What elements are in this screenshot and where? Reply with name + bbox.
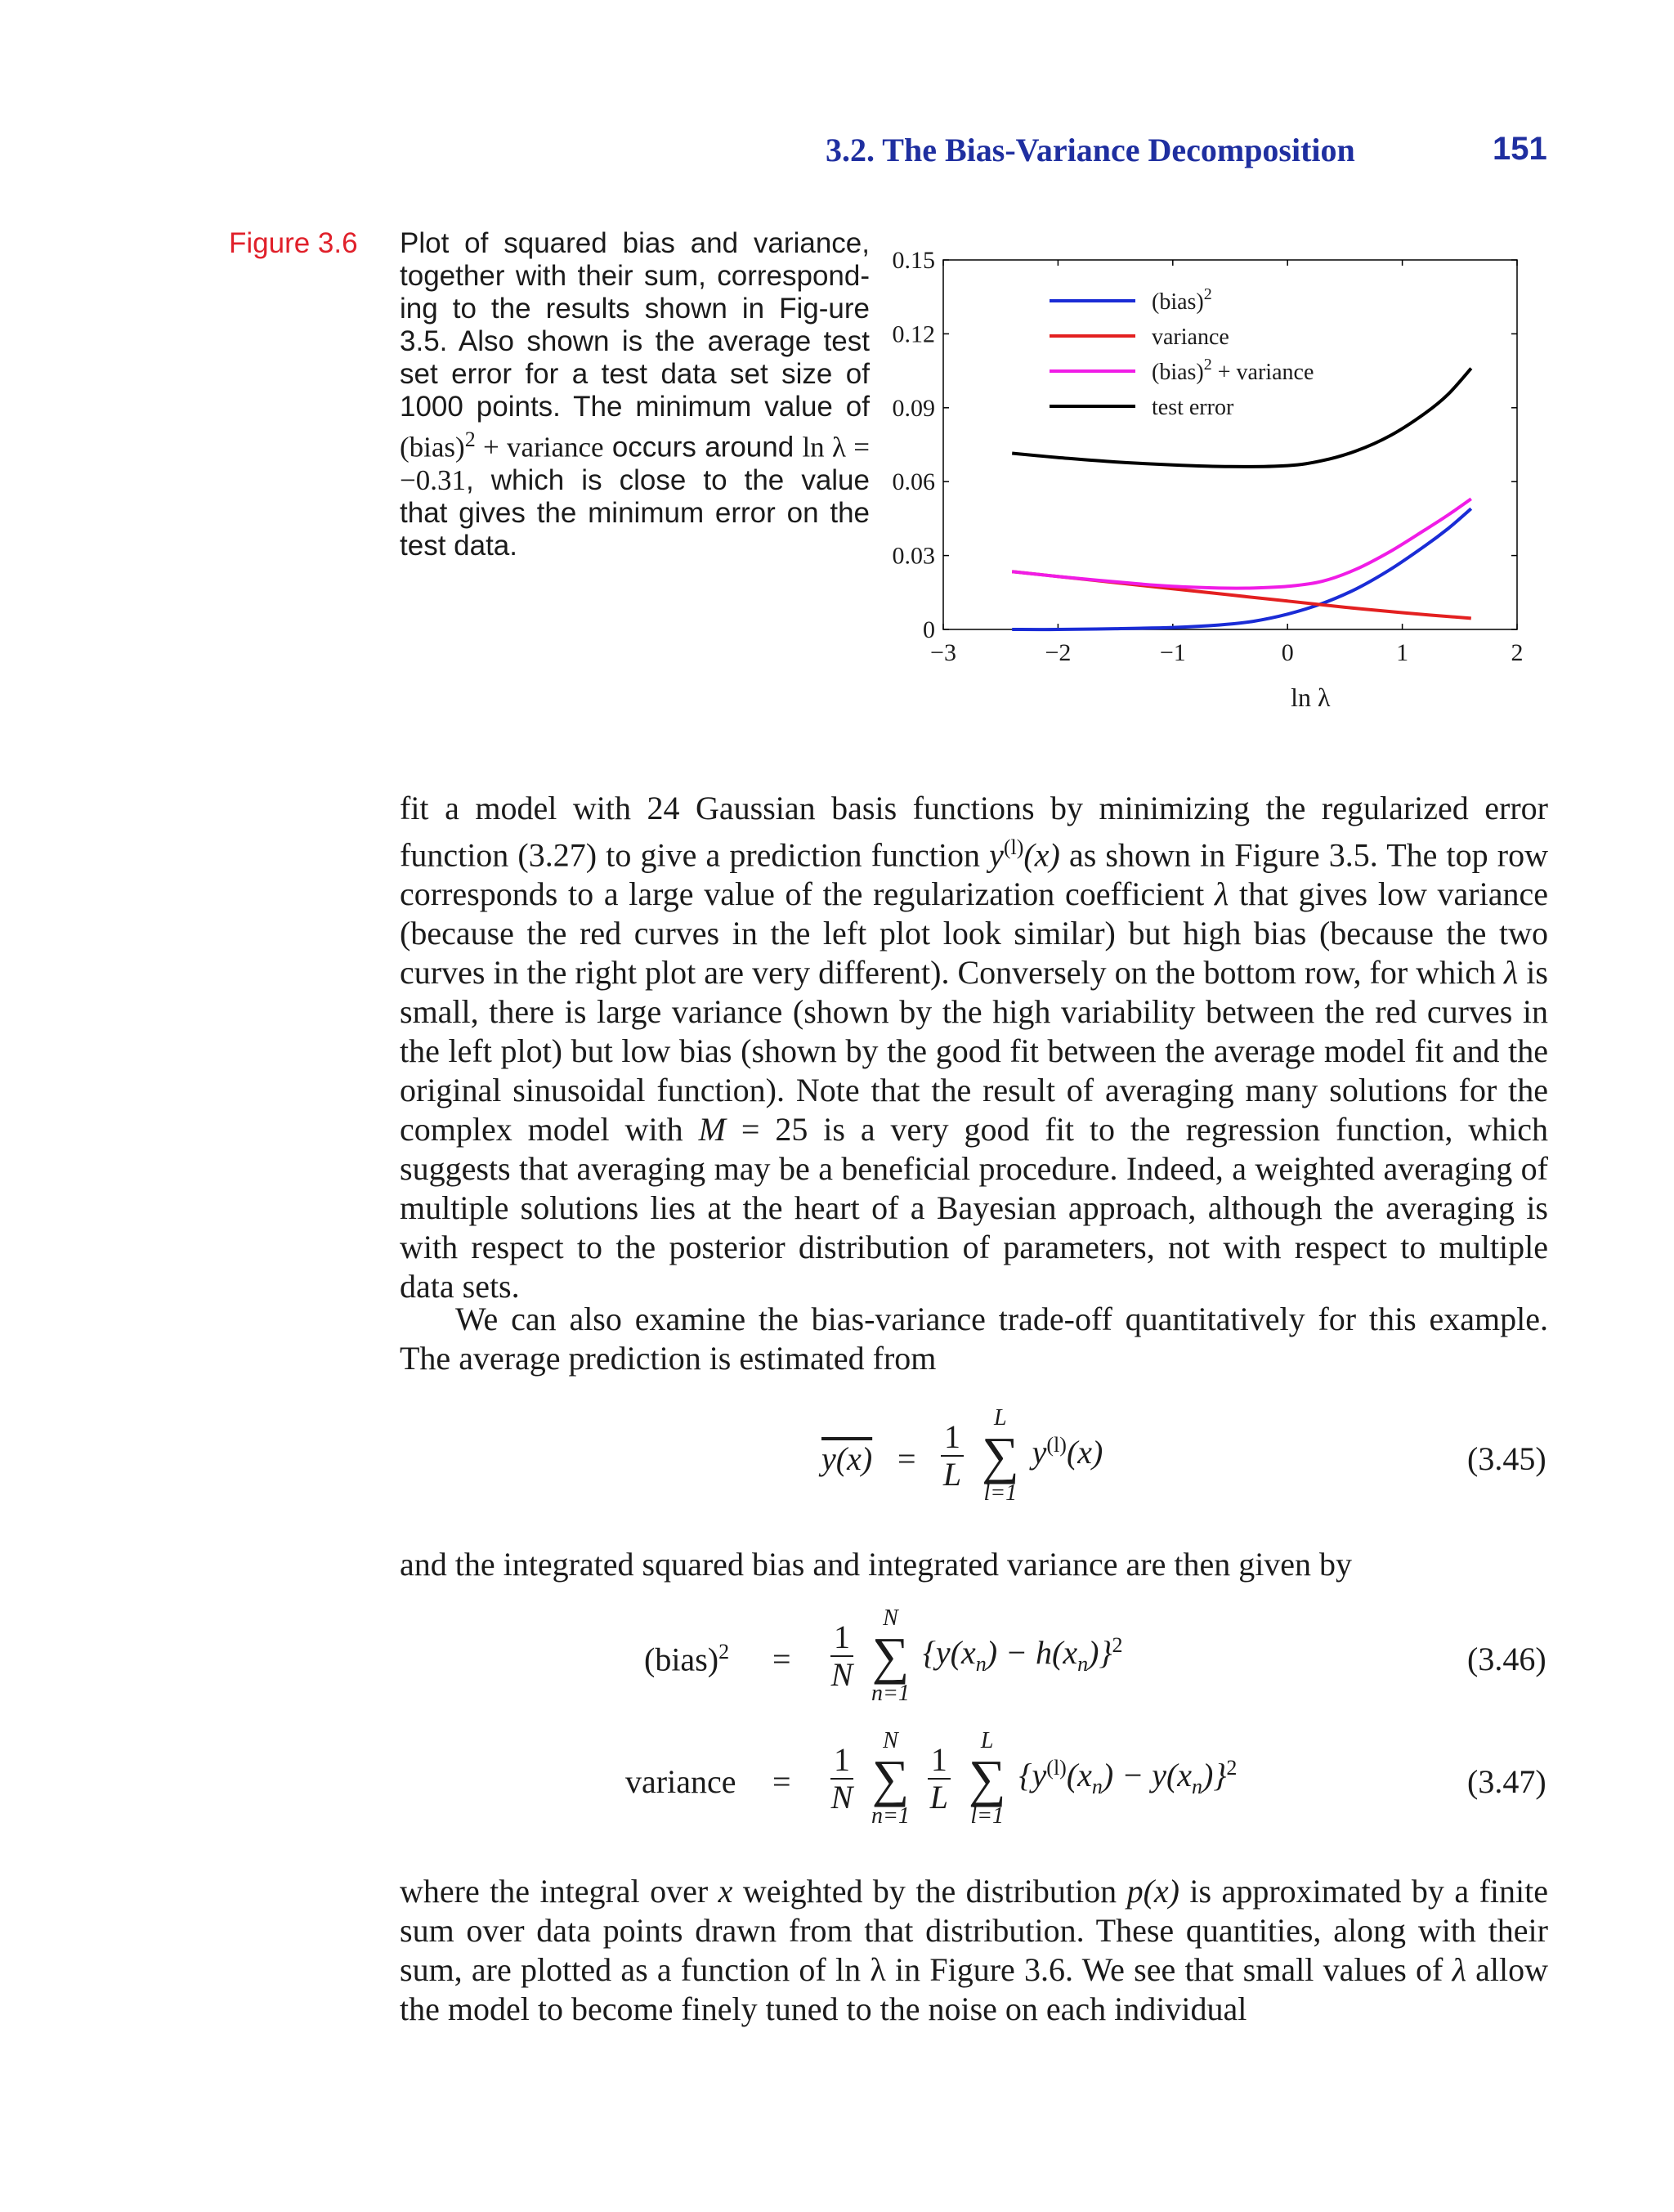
eq346-lhs-sup: 2 [718, 1640, 730, 1663]
eq346-sum-bot: n=1 [871, 1681, 910, 1706]
y-tick-label: 0 [923, 616, 935, 643]
eq345-sum [982, 1405, 1019, 1507]
eq346-body: {y(x [922, 1634, 976, 1672]
eq347-sum2-bot: l=1 [970, 1803, 1005, 1829]
eq345-sum-top: L [994, 1405, 1007, 1431]
caption-text-3: , which is close to the value that gives the minimum error on the test data. [400, 463, 870, 562]
x-tick-label: −3 [930, 639, 956, 666]
eq347-lhs: variance [625, 1763, 736, 1800]
figure-caption [400, 227, 870, 562]
p1-math-y: y [989, 836, 1004, 874]
eq346-body-end: )} [1088, 1634, 1112, 1672]
y-tick-label: 0.06 [892, 468, 935, 496]
eq345-frac-num: 1 [941, 1419, 964, 1457]
eq345-sigma: ∑ [982, 1426, 1019, 1484]
p4-math-lnlambda: ln λ [835, 1951, 886, 1988]
p1-text-3: as shown in Figure 3.5. The top row corresponds to a large value of the regularization coefficient [400, 836, 1548, 913]
y-tick-label: 0.12 [892, 320, 935, 348]
x-tick-label: −1 [1159, 639, 1186, 666]
eq347-body-sub2: n [1192, 1775, 1203, 1799]
eq346-equals: = [772, 1641, 791, 1677]
eq347-body: {y [1018, 1757, 1047, 1794]
p1-text-5: is small, there is large variance (shown by the high variability between the red curves in the left plot) but low bias (shown by the good fit between the average model fit and the original sinusoidal function). Note that the result of averaging many solutions for the complex model with [400, 954, 1548, 1149]
body-paragraph-3: and the integrated squared bias and integrated variance are then given by [400, 1546, 1353, 1583]
eq346-number: (3.46) [1467, 1641, 1546, 1677]
eq346-sup: 2 [1112, 1632, 1123, 1657]
eq347-sup: 2 [1226, 1755, 1238, 1780]
bias-variance-chart [883, 245, 1553, 736]
eq345-frac-den: L [942, 1456, 962, 1493]
eq345-term-sup: (l) [1046, 1432, 1067, 1457]
caption-math-bias: (bias) [400, 431, 465, 463]
p1-math-lambda-2: λ [1503, 954, 1519, 992]
eq347-equals: = [772, 1763, 791, 1800]
eq347-fraction-2 [928, 1742, 951, 1816]
caption-math-sup: 2 [464, 428, 476, 451]
x-tick-label: −2 [1045, 639, 1072, 666]
x-tick-label: 1 [1396, 639, 1409, 666]
eq347-body-end: )} [1202, 1757, 1227, 1794]
p1-math-y-arg: (x) [1023, 836, 1060, 874]
figure-label: Figure 3.6 [229, 227, 358, 259]
eq347-frac-num: 1 [830, 1742, 853, 1780]
eq345-fraction [941, 1419, 964, 1493]
eq347-sum-2 [969, 1728, 1006, 1829]
p1-text-6: is a very good fit to the regression function, which suggests that averaging may be a beneficial procedure. Indeed, a weighted averaging of multiple solutions lies at the heart of a Bayesian approach, although the averaging is with respect to the posterior distribution of parameters, not with respect to multiple data sets. [400, 1111, 1549, 1305]
caption-text-1: Plot of squared bias and variance, together with their sum, correspond-ing to the results shown in Fig-ure 3.5. Also shown is the average test set error for a test data set size of 1000 points. The minimum value of [400, 227, 870, 423]
p4-text-2: weighted by the distribution [732, 1873, 1127, 1910]
legend-label-1: variance [1152, 325, 1229, 350]
eq347-sigma-2: ∑ [968, 1749, 1006, 1807]
page-number: 151 [1493, 131, 1547, 167]
p4-text-1: where the integral over [400, 1873, 718, 1910]
eq346-body-mid: ) − h(x [986, 1634, 1078, 1672]
chart-axes [893, 247, 1524, 712]
eq347-sum-top: N [883, 1728, 898, 1753]
p4-text-5: allow the model to become finely tuned to the noise on each individual [400, 1951, 1549, 2027]
eq347-sigma-1: ∑ [871, 1749, 910, 1807]
body-paragraph-4 [400, 1872, 1548, 2029]
eq346-frac-num: 1 [830, 1619, 853, 1657]
p1-math-lambda-1: λ [1214, 875, 1229, 913]
y-tick-label: 0.15 [892, 247, 935, 274]
p1-text-2: Gaussian basis functions by minimizing the regularized error function (3.27) to give a prediction function [400, 790, 1548, 874]
eq346-body-sub: n [975, 1652, 987, 1677]
legend-label-2: (bias)$^2$ + variance [1152, 356, 1314, 385]
chart-legend [1050, 285, 1314, 420]
eq347-number: (3.47) [1467, 1763, 1546, 1800]
body-paragraph-2: We can also examine the bias-variance trade-off quantitatively for this example. The average prediction is estimated from [400, 1301, 1548, 1377]
p4-text-4: in Figure 3.6. We see that small values of [885, 1951, 1452, 1988]
legend-label-3: test error [1152, 395, 1234, 420]
eq345-sum-bot: l=1 [983, 1480, 1018, 1506]
eq347-sum-1 [871, 1728, 910, 1829]
eq347-body-mid: (x [1066, 1757, 1092, 1794]
eq347-body-mid2: ) − y(x [1102, 1757, 1193, 1794]
body-paragraph-1 [400, 789, 1548, 1306]
eq345-number: (3.45) [1467, 1440, 1546, 1477]
eq346-sum [871, 1605, 910, 1707]
p1-math-y-sup: (l) [1003, 835, 1024, 859]
p1-math-eq25: = 25 [725, 1111, 808, 1149]
series-line-2 [1012, 499, 1471, 588]
eq347-sum-bot: n=1 [871, 1803, 910, 1829]
eq346-lhs: (bias) [644, 1641, 719, 1678]
eq347-frac2-den: L [929, 1779, 949, 1816]
caption-text-2: occurs around [603, 431, 803, 463]
eq347-sum2-top: L [980, 1728, 994, 1753]
p4-math-x: x [718, 1873, 733, 1910]
x-tick-label: 0 [1281, 639, 1294, 666]
p4-math-lambda: λ [1452, 1951, 1466, 1988]
x-axis-label: ln λ [1291, 683, 1331, 712]
eq346-sigma: ∑ [871, 1627, 910, 1685]
eq345-term-arg: (x) [1066, 1434, 1103, 1471]
p4-math-px: p(x) [1126, 1873, 1179, 1910]
eq347-body-sub: n [1091, 1775, 1103, 1799]
eq345-lhs: y(x) [821, 1440, 873, 1477]
p1-text-4: that gives low variance (because the red curves in the left plot look similar) but high bias (because the two curves in the right plot are very different). Conversely on the bottom row, for which [400, 875, 1548, 992]
x-tick-label: 2 [1511, 639, 1524, 666]
running-header-title: 3.2. The Bias-Variance Decomposition [826, 132, 1355, 168]
y-tick-label: 0.09 [892, 394, 935, 422]
caption-math-lnlambda: ln λ = −0.31 [400, 431, 870, 496]
eq347-body-sup: (l) [1046, 1755, 1067, 1780]
p1-text-1: fit a model with [400, 790, 647, 826]
eq346-body-sub2: n [1077, 1652, 1089, 1677]
eq346-fraction [830, 1619, 853, 1693]
eq346-sum-top: N [883, 1605, 898, 1631]
p4-text-3: is approximated by a finite sum over data points drawn from that distribution. These quantities, along with their sum, are plotted as a function of [400, 1873, 1548, 1988]
eq345-equals: = [897, 1440, 916, 1477]
eq347-frac-den: N [830, 1779, 853, 1816]
caption-math-variance: + variance [475, 431, 604, 463]
eq347-fraction-1 [830, 1742, 853, 1816]
eq347-frac2-num: 1 [928, 1742, 951, 1780]
eq345-term: y [1032, 1434, 1047, 1471]
p1-num-24: 24 [647, 790, 680, 826]
p1-math-M: M [698, 1111, 726, 1149]
legend-label-0: (bias)$^2$ [1152, 285, 1212, 315]
y-tick-label: 0.03 [892, 542, 935, 570]
eq346-frac-den: N [830, 1656, 853, 1693]
